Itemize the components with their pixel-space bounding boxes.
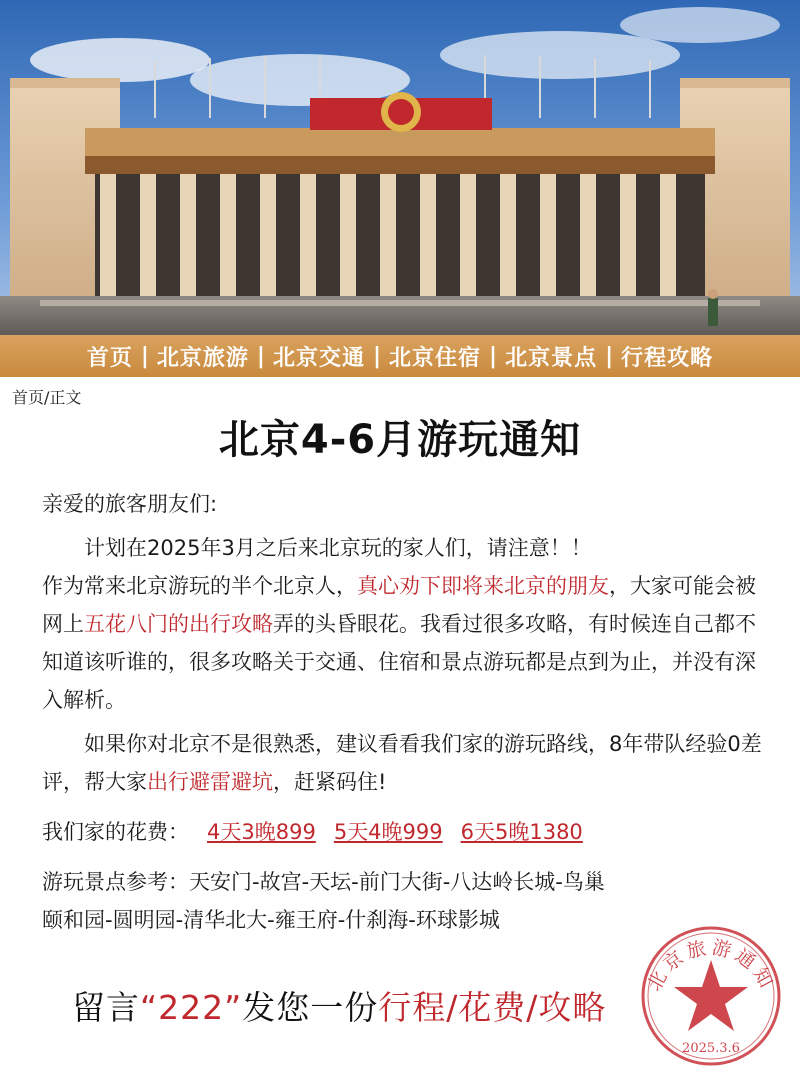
highlight-avoid-pitfalls: 出行避雷避坑 xyxy=(147,770,273,794)
nav-item-beijing-attractions[interactable]: 北京景点 xyxy=(505,345,598,371)
cta-code: “222” xyxy=(140,988,243,1027)
call-to-action xyxy=(72,982,606,1029)
seal-icon xyxy=(636,918,786,1068)
paragraph-intro xyxy=(42,567,762,719)
paragraph-notice: 计划在2025年3月之后来北京玩的家人们，请注意！！ xyxy=(84,536,592,560)
paragraph-route-text: 如果你对北京不是很熟悉，建议看看我们家的游玩路线，8年带队经验0差评，帮大家 xyxy=(42,732,762,794)
seal-date: 2025.3.6 xyxy=(682,1041,740,1056)
nav-separator: | xyxy=(256,343,265,369)
spots-list-2: 颐和园-圆明园-清华北大-雍王府-什刹海-环球影城 xyxy=(42,908,500,932)
greeting: 亲爱的旅客朋友们: xyxy=(42,492,218,516)
star-icon xyxy=(674,960,748,1031)
paragraph-intro-text: 弄的头昏眼花。我看过很多攻略，有时候连自己都不知道该听谁的，很多攻略关于交通、住宿和景点游玩都是点到为止，并没有深入解析。 xyxy=(42,612,756,712)
spots-line-1 xyxy=(42,863,762,901)
price-list xyxy=(42,813,762,851)
seal-text: 北京旅游通知 xyxy=(643,936,779,995)
nav-item-beijing-lodging[interactable]: 北京住宿 xyxy=(389,345,482,371)
red-seal-stamp xyxy=(636,918,786,1068)
cta-text: 发您一份 xyxy=(242,988,379,1027)
price-option-4d3n[interactable]: 4天3晚899 xyxy=(207,820,316,844)
nav-item-beijing-travel[interactable]: 北京旅游 xyxy=(156,345,249,371)
paragraph-intro-text: ，大家可能会被网上 xyxy=(42,574,756,636)
hero-photo xyxy=(0,0,800,335)
spots-list-1: 天安门-故宫-天坛-前门大街-八达岭长城-鸟巢 xyxy=(189,870,605,894)
museum-illustration xyxy=(0,0,800,335)
price-option-5d4n[interactable]: 5天4晚999 xyxy=(333,820,443,844)
highlight-guides: 五花八门的出行攻略 xyxy=(84,612,273,636)
nav-separator: | xyxy=(489,343,498,369)
breadcrumb[interactable]: 首页/正文 xyxy=(12,388,82,407)
spots-label: 游玩景点参考： xyxy=(42,870,189,894)
paragraph-route-text: ，赶紧码住! xyxy=(273,770,387,794)
nav-separator: | xyxy=(372,343,382,369)
nav-separator: | xyxy=(605,343,614,369)
nav-separator: | xyxy=(140,343,149,369)
cta-highlight: 行程/花费/攻略 xyxy=(378,988,607,1027)
top-nav-bar xyxy=(0,335,800,377)
page-title: 北京4-6月游玩通知 xyxy=(218,417,582,463)
nav-item-itinerary-guide[interactable]: 行程攻略 xyxy=(621,345,714,371)
nav-item-home[interactable]: 首页 xyxy=(86,345,133,371)
price-label: 我们家的花费： xyxy=(42,820,189,844)
article-body xyxy=(42,485,762,939)
paragraph-intro-text: 作为常来北京游玩的半个北京人， xyxy=(42,574,357,598)
price-option-6d5n[interactable]: 6天5晚1380 xyxy=(460,820,583,844)
highlight-advice: 真心劝下即将来北京的朋友 xyxy=(357,574,609,598)
cta-text: 留言 xyxy=(72,988,140,1027)
nav-item-beijing-transport[interactable]: 北京交通 xyxy=(272,345,365,371)
paragraph-route xyxy=(42,725,762,801)
